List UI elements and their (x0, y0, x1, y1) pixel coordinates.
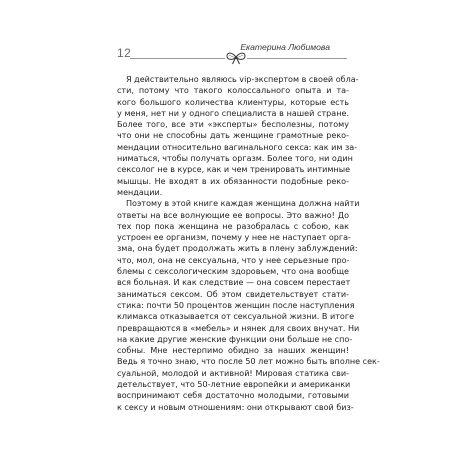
text-line: что они не способны дать женщине грамотные реко- (117, 131, 349, 141)
text-line: суальной, молодой и активной! Мировая статика сви- (117, 368, 349, 378)
text-line: на какие другие женские функции они больше не спо- (117, 334, 353, 344)
text-line: кого большого количества клиентуры, которые есть (117, 97, 349, 107)
text-line: зма, она будет продолжать жить в плену заблуждений: (117, 244, 358, 254)
text-line: мендации относительно вагинального секса: как им за- (117, 142, 358, 152)
text-line: мендации. (117, 187, 163, 197)
body-text (117, 74, 380, 413)
text-line: вся больная. И как следствие — она совсем перестает (117, 278, 351, 288)
text-line: Я действительно являюсь vip-экспертом в своей обла- (126, 75, 359, 84)
text-line: к сексу и новым отношениям: они открывают свой биз- (117, 402, 354, 412)
text-line: ответы на все волнующие ее вопросы. Это важно! До (117, 210, 349, 220)
text-line: устроен ее организм, почему у нее не наступает орга- (117, 233, 351, 243)
text-line: ниматься, чтобы получать оргазм. Более того, ни один (117, 154, 353, 164)
text-line: мышцы. Не входят в их обязанности подобные реко- (117, 176, 349, 186)
text-line: сти, потому что такого колоссального опыта и та- (117, 86, 349, 96)
bow-ornament (225, 51, 247, 65)
text-line: тех пор пока женщина не разобралась с собою, как (117, 221, 349, 231)
text-line: Поэтому в этой книге каждая женщина должна найти (126, 199, 360, 209)
text-line: Более того, все эти «эксперты» бесполезны, потому (117, 120, 349, 130)
text-line: собны. Мне нестерпимо обидно за наших женщин! (117, 346, 349, 356)
text-line: заниматься сексом. Об этом свидетельствует стати- (117, 289, 349, 299)
page-number: 12 (117, 46, 132, 60)
bow-icon (225, 51, 247, 65)
paragraph-2 (117, 198, 380, 413)
text-line: превращаются в «мебель» и нянек для своих внучат. Ни (117, 323, 360, 333)
text-line: климакса отказывается от сексуальной жизни. В итоге (117, 312, 355, 322)
running-head-author: Екатерина Любимова (240, 42, 330, 52)
text-line: у меня, нет ни у одного специалиста в нашей стране. (117, 108, 349, 118)
text-line: детельствует, что 50-летние европейки и американки (117, 380, 351, 390)
text-line: стика: почти 50 процентов женщин после наступления (117, 300, 355, 310)
text-line: Ведь я точно знаю, что после 50 лет можно быть вполне сек- (117, 357, 380, 367)
text-line: блемы с сексологическим здоровьем, что она вообще (117, 267, 349, 277)
text-line: что, мол, она не сексуальна, что у нее серьезные про- (117, 255, 350, 265)
paragraph-1 (117, 74, 359, 198)
text-line: воспринимают себя достаточно молодыми, готовыми (117, 391, 349, 401)
text-line: сексолог не в курсе, как и чем тренировать интимные (117, 165, 351, 175)
